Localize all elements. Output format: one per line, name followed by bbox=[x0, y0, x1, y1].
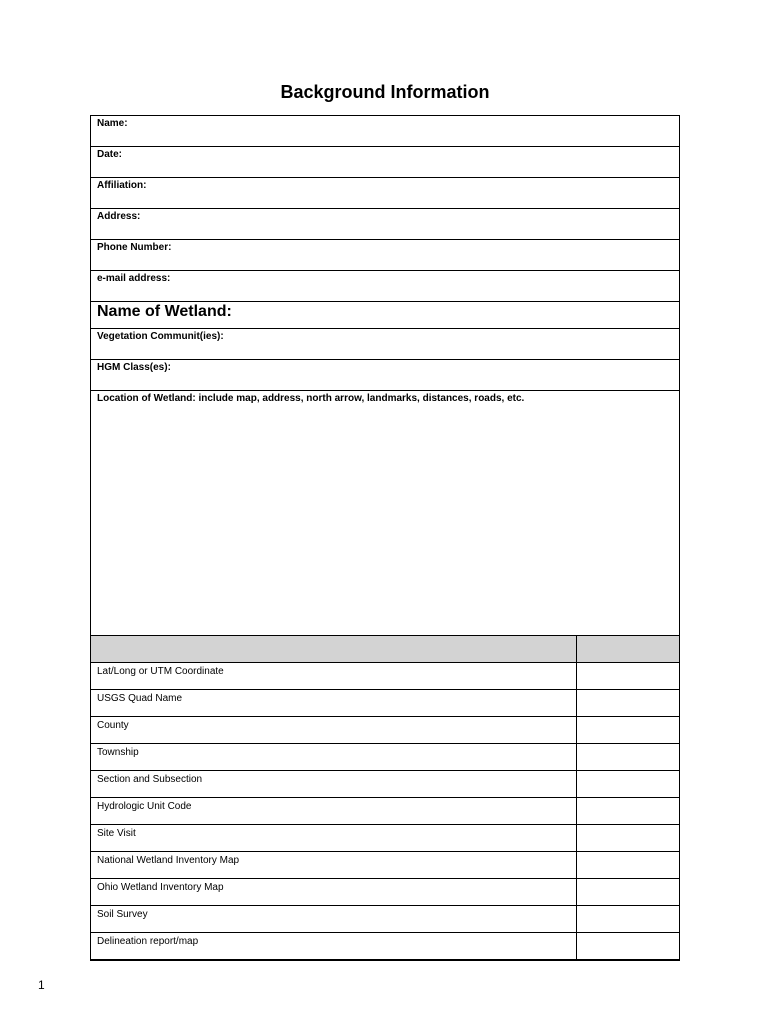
table-row bbox=[91, 824, 679, 851]
table-row bbox=[91, 770, 679, 797]
table-row bbox=[91, 689, 679, 716]
row-label: Section and Subsection bbox=[91, 770, 576, 797]
vegetation-communities-label: Vegetation Communit(ies): bbox=[97, 331, 224, 342]
email-address-field[interactable] bbox=[91, 271, 679, 302]
affiliation-label: Affiliation: bbox=[97, 180, 147, 191]
row-value-cell[interactable] bbox=[576, 743, 679, 770]
phone-number-label: Phone Number: bbox=[97, 242, 172, 253]
row-label: Soil Survey bbox=[91, 905, 576, 932]
header-cell-label bbox=[91, 636, 576, 662]
row-value-cell[interactable] bbox=[576, 851, 679, 878]
row-label: USGS Quad Name bbox=[91, 689, 576, 716]
phone-number-field[interactable] bbox=[91, 240, 679, 271]
row-label: Hydrologic Unit Code bbox=[91, 797, 576, 824]
table-row bbox=[91, 905, 679, 932]
row-label: County bbox=[91, 716, 576, 743]
row-label: Ohio Wetland Inventory Map bbox=[91, 878, 576, 905]
table-row bbox=[91, 743, 679, 770]
hgm-class-field[interactable] bbox=[91, 360, 679, 391]
table-row bbox=[91, 797, 679, 824]
address-field[interactable] bbox=[91, 209, 679, 240]
location-label: Location of Wetland: include map, address, north arrow, landmarks, distances, roads, etc. bbox=[97, 393, 525, 404]
row-value-cell[interactable] bbox=[576, 905, 679, 932]
date-label: Date: bbox=[97, 149, 123, 160]
row-label: Delineation report/map bbox=[91, 932, 576, 959]
page-title: Background Information bbox=[280, 82, 490, 102]
row-label: National Wetland Inventory Map bbox=[91, 851, 576, 878]
row-value-cell[interactable] bbox=[576, 716, 679, 743]
page-number: 1 bbox=[38, 978, 45, 992]
wetland-name-field[interactable] bbox=[91, 302, 679, 329]
date-field[interactable] bbox=[91, 147, 679, 178]
wetland-name-heading: Name of Wetland: bbox=[97, 303, 232, 320]
table-row bbox=[91, 932, 679, 959]
location-field[interactable] bbox=[91, 391, 679, 636]
hgm-class-label: HGM Class(es): bbox=[97, 362, 171, 373]
row-value-cell[interactable] bbox=[576, 932, 679, 959]
address-label: Address: bbox=[97, 211, 141, 222]
table-row bbox=[91, 662, 679, 689]
background-form bbox=[90, 115, 680, 961]
name-field[interactable] bbox=[91, 116, 679, 147]
site-details-table bbox=[91, 636, 679, 960]
table-row bbox=[91, 716, 679, 743]
affiliation-field[interactable] bbox=[91, 178, 679, 209]
row-value-cell[interactable] bbox=[576, 689, 679, 716]
row-label: Site Visit bbox=[91, 824, 576, 851]
table-row bbox=[91, 878, 679, 905]
row-value-cell[interactable] bbox=[576, 662, 679, 689]
vegetation-communities-field[interactable] bbox=[91, 329, 679, 360]
row-value-cell[interactable] bbox=[576, 770, 679, 797]
row-label: Township bbox=[91, 743, 576, 770]
row-value-cell[interactable] bbox=[576, 797, 679, 824]
table-header-row bbox=[91, 636, 679, 662]
email-address-label: e-mail address: bbox=[97, 273, 171, 284]
header-cell-value bbox=[576, 636, 679, 662]
row-value-cell[interactable] bbox=[576, 824, 679, 851]
table-row bbox=[91, 851, 679, 878]
row-value-cell[interactable] bbox=[576, 878, 679, 905]
row-label: Lat/Long or UTM Coordinate bbox=[91, 662, 576, 689]
name-label: Name: bbox=[97, 118, 128, 129]
